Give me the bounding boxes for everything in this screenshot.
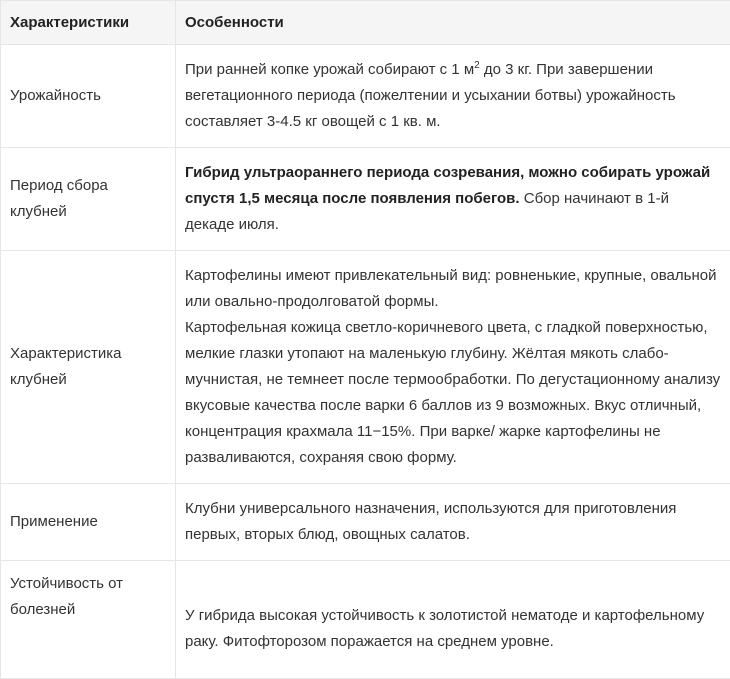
row-label-disease-resistance: Устойчивость от болезней <box>1 561 176 679</box>
yield-text-start: При ранней копке урожай собирают с 1 м <box>185 61 474 78</box>
row-value-tuber-characteristics <box>176 251 730 484</box>
table-row-disease-resistance <box>1 561 730 679</box>
row-label-tuber-characteristics: Характеристика клубней <box>1 251 176 484</box>
row-value-yield <box>176 45 730 148</box>
row-value-usage: Клубни универсального назначения, используются для приготовления первых, вторых блюд, овощных салатов. <box>176 484 730 561</box>
harvest-period-text: Сбор начинают в 1-й декаде июля. <box>185 190 669 233</box>
yield-text-end: до 3 кг. При завершении вегетационного периода (пожелтении и усыхании ботвы) урожайность составляет 3-4.5 кг овощей с 1 кв. м. <box>185 61 676 130</box>
table-row-harvest-period <box>1 148 730 251</box>
row-label-harvest-period: Период сбора клубней <box>1 148 176 251</box>
table-row-usage <box>1 484 730 561</box>
tuber-appearance-text: Картофелины имеют привлекательный вид: ровненькие, крупные, овальной или овально-продолговатой формы. <box>185 263 721 315</box>
table-row-tuber-characteristics <box>1 251 730 484</box>
table-header-row <box>1 1 730 45</box>
header-characteristics: Характеристики <box>1 1 176 45</box>
table-row-yield <box>1 45 730 148</box>
header-features: Особенности <box>176 1 730 45</box>
yield-superscript: 2 <box>474 60 480 71</box>
row-value-harvest-period <box>176 148 730 251</box>
row-value-disease-resistance: У гибрида высокая устойчивость к золотистой нематоде и картофельному раку. Фитофторозом поражается на среднем уровне. <box>176 561 730 679</box>
tuber-skin-flesh-text: Картофельная кожица светло-коричневого цвета, с гладкой поверхностью, мелкие глазки утопают на маленькую глубину. Жёлтая мякоть слабо-мучнистая, не темнеет после термообработки. По дегустационному анализу вкусовые качества после варки 6 баллов из 9 возможных. Вкус отличный, концентрация крахмала 11−15%. При варке/ жарке картофелины не разваливаются, сохраняя свою форму. <box>185 315 721 471</box>
row-label-usage: Применение <box>1 484 176 561</box>
row-label-yield: Урожайность <box>1 45 176 148</box>
harvest-period-bold-text: Гибрид ультраораннего периода созревания, можно собирать урожай спустя 1,5 месяца после появления побегов. <box>185 164 710 207</box>
